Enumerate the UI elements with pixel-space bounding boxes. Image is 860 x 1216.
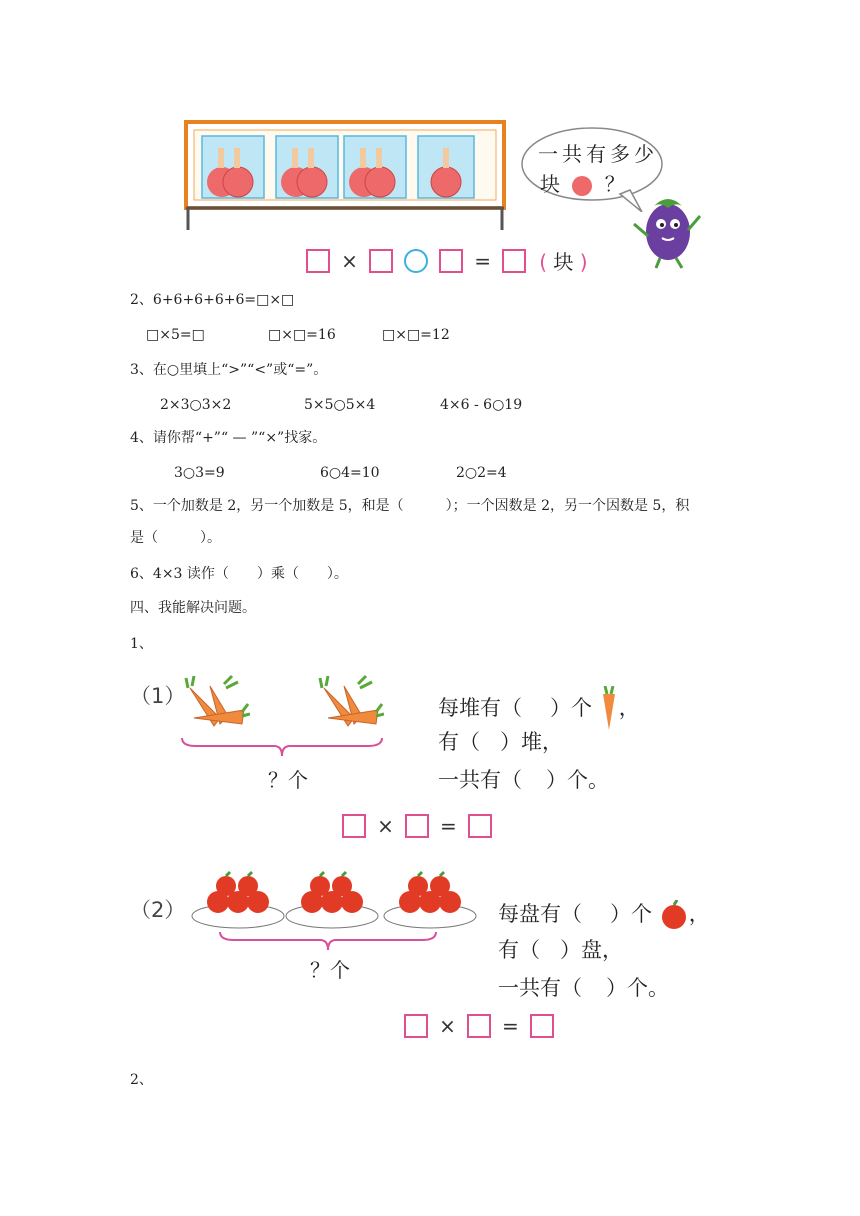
answer-box[interactable]	[369, 249, 393, 273]
question-6: 6、4×3 读作（ ）乘（ ）。	[130, 566, 348, 582]
answer-box[interactable]	[405, 814, 429, 838]
apple-plate-1	[190, 870, 286, 930]
apple-plate-2	[284, 870, 380, 930]
question-4-part-1: 3○3=9	[174, 465, 225, 481]
bubble-line2	[540, 168, 625, 197]
question-5-line-2: 是（ ）。	[130, 530, 221, 546]
answer-box[interactable]	[530, 1014, 554, 1038]
brace	[180, 734, 384, 760]
apple-icon	[659, 900, 689, 930]
problem-1-panel	[128, 664, 684, 856]
question-4-part-2: 6○4=10	[320, 465, 380, 481]
bubble-question: ？	[604, 172, 625, 196]
problem-1-line-2: 有（ ）堆，	[438, 730, 563, 754]
answer-box[interactable]	[342, 814, 366, 838]
question-2: 2、6+6+6+6+6=□×□	[130, 292, 295, 308]
problem-2-line-3: 一共有（ ）个。	[498, 976, 669, 1000]
problem-2-equation	[404, 1014, 554, 1038]
problem-1-line-3: 一共有（ ）个。	[438, 768, 609, 792]
problem-1-label: （1）	[130, 684, 186, 708]
bubble-unit: 块	[540, 172, 560, 196]
operator-circle[interactable]	[404, 249, 428, 273]
ping-pong-ball-icon	[572, 176, 592, 196]
answer-box[interactable]	[439, 249, 463, 273]
eggplant-character	[628, 186, 708, 272]
equals-sign: =	[440, 814, 457, 838]
problem-2-number: 2、	[130, 1072, 153, 1088]
paddle-box-4	[418, 136, 474, 198]
brace-label: ？个	[310, 958, 350, 982]
carrot-pile-2	[318, 674, 384, 730]
problem-2-panel	[128, 864, 708, 1048]
bubble-line1: 一共有多少	[538, 142, 658, 166]
answer-box[interactable]	[502, 249, 526, 273]
paddle-box-3	[344, 136, 406, 198]
top-equation	[306, 246, 588, 276]
question-5-line-1: 5、一个加数是 2，另一个加数是 5，和是（ ）；一个因数是 2，另一个因数是 5，积	[130, 498, 690, 514]
question-2-part-2: □×□=16	[268, 327, 336, 343]
paddle-box-1	[202, 136, 264, 198]
answer-box[interactable]	[306, 249, 330, 273]
problem-2-label: （2）	[130, 898, 186, 922]
times-sign: ×	[439, 1014, 456, 1038]
carrot-icon	[599, 686, 619, 732]
apple-plate-3	[382, 870, 478, 930]
unit-label: ( 块 )	[539, 250, 588, 274]
question-4: 4、请你帮“+”“ — ”“×”找家。	[130, 430, 327, 446]
brace-label: ？个	[268, 768, 308, 792]
section-4-title: 四、我能解决问题。	[130, 600, 256, 616]
problem-2-line-2: 有（ ）盘，	[498, 938, 623, 962]
answer-box[interactable]	[468, 814, 492, 838]
problem-2-line-1: 每盘有（ ）个 ，	[498, 898, 710, 930]
problem-1-equation	[342, 814, 492, 838]
equals-sign: =	[502, 1014, 519, 1038]
question-3-part-1: 2×3○3×2	[160, 397, 232, 413]
times-sign: ×	[377, 814, 394, 838]
carrot-pile-1	[184, 674, 250, 730]
question-3-part-2: 5×5○5×4	[304, 397, 376, 413]
equals-sign: =	[474, 248, 491, 273]
shelf-illustration	[184, 120, 506, 232]
answer-box[interactable]	[404, 1014, 428, 1038]
question-4-part-3: 2○2=4	[456, 465, 507, 481]
question-3-part-3: 4×6 - 6○19	[440, 397, 523, 413]
paddle-box-2	[276, 136, 338, 198]
question-3: 3、在○里填上“>”“<”或“=”。	[130, 362, 328, 378]
problem-1-line-1: 每堆有（ ）个 ，	[438, 686, 640, 732]
question-2-part-1: □×5=□	[146, 327, 205, 343]
brace	[218, 928, 438, 954]
times-sign: ×	[341, 248, 358, 273]
answer-box[interactable]	[467, 1014, 491, 1038]
problem-1-number: 1、	[130, 636, 153, 652]
question-2-part-3: □×□=12	[382, 327, 450, 343]
